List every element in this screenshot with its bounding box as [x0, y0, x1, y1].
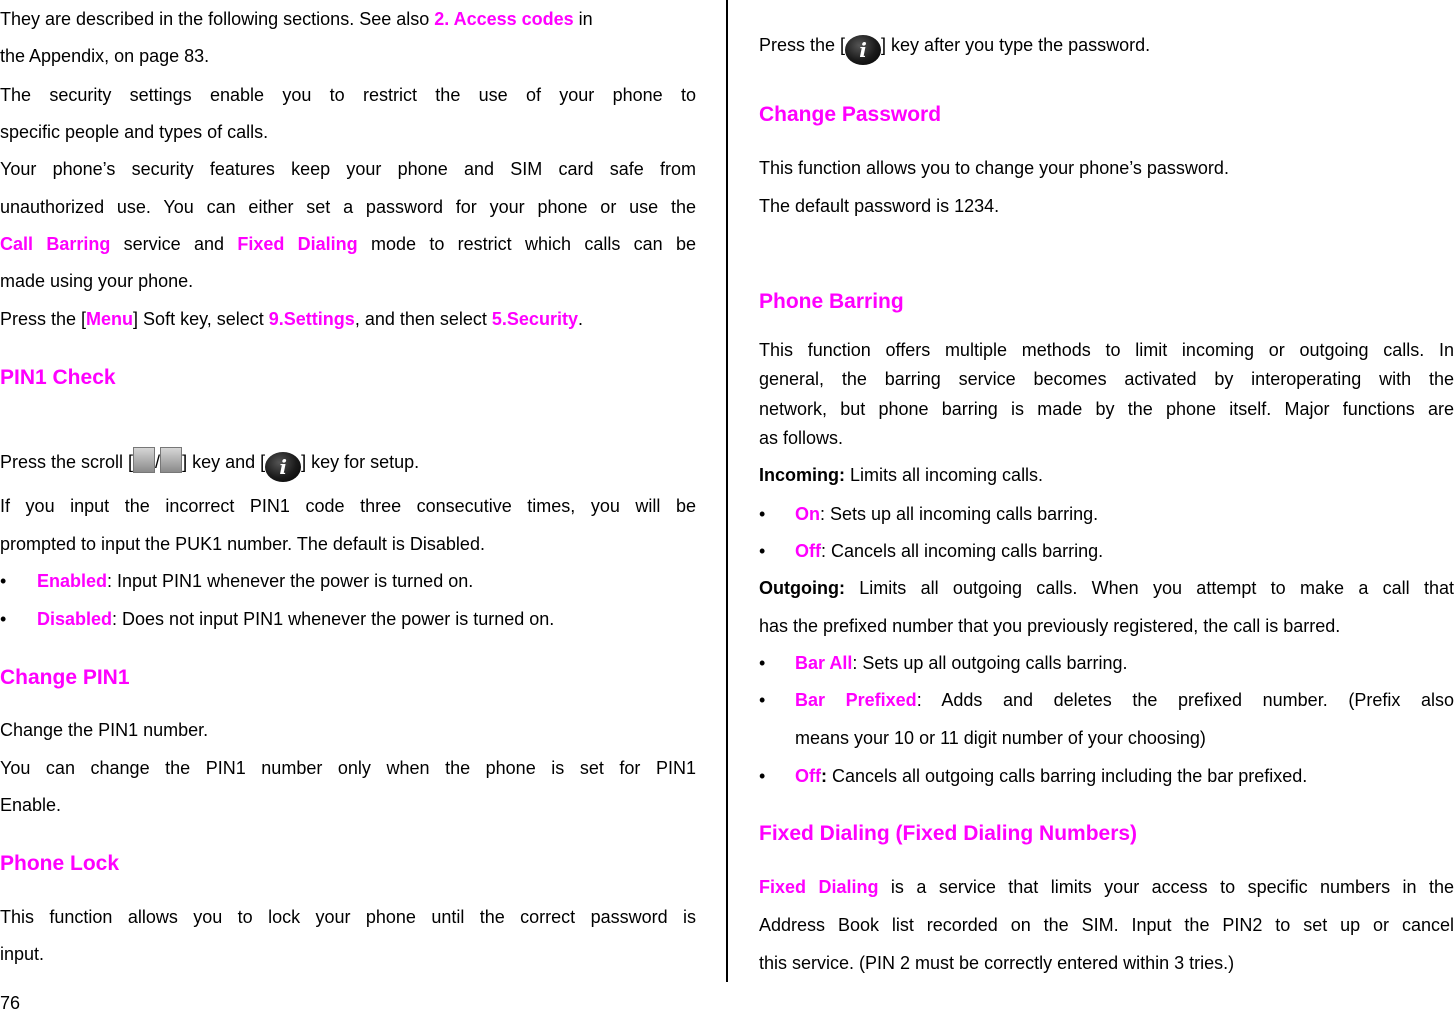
fixed-dialing-text-1: Fixed Dialing is a service that limits your access to specific numbers in the	[759, 877, 1454, 897]
bullet-icon: •	[759, 690, 766, 710]
bullet-icon: •	[759, 504, 766, 524]
access-codes-link[interactable]: 2. Access codes	[434, 9, 574, 29]
change-pin1-text-2: You can change the PIN1 number only when the phone is set for PIN1	[0, 758, 696, 778]
bullet-icon: •	[759, 766, 766, 786]
features-text-2: unauthorized use. You can either set a password for your phone or use the	[0, 197, 696, 217]
intro-line-2: the Appendix, on page 83.	[0, 46, 210, 66]
outgoing-text-2: has the prefixed number that you previously registered, the call is barred.	[759, 616, 1341, 636]
security-text-1: The security settings enable you to restrict the use of your phone to	[0, 85, 696, 105]
fixed-dialing-text-3: this service. (PIN 2 must be correctly entered within 3 tries.)	[759, 953, 1235, 973]
change-pin1-heading: Change PIN1	[0, 666, 130, 689]
barring-text-3: network, but phone barring is made by the phone itself. Major functions are	[759, 399, 1454, 419]
bullet-icon: •	[759, 653, 766, 673]
bullet-icon: •	[0, 609, 7, 629]
pin1-text-1: If you input the incorrect PIN1 code three consecutive times, you will be	[0, 496, 696, 516]
page-number: 76	[0, 993, 21, 1013]
features-text-3: Call Barring service and Fixed Dialing mode to restrict which calls can be	[0, 234, 696, 254]
features-text-1: Your phone’s security features keep your phone and SIM card safe from	[0, 159, 696, 179]
column-divider	[726, 0, 728, 982]
features-text-4: made using your phone.	[0, 271, 194, 291]
fixed-dialing-heading: Fixed Dialing (Fixed Dialing Numbers)	[759, 822, 1138, 845]
pin1-scroll-text: Press the scroll [ / ] key and [ i ] key for setup.	[0, 447, 419, 482]
barring-text-4: as follows.	[759, 428, 844, 448]
bullet-icon: •	[0, 571, 7, 591]
change-password-heading: Change Password	[759, 103, 942, 126]
phone-lock-text-1: This function allows you to lock your phone until the correct password is	[0, 907, 696, 927]
intro-line-1: They are described in the following sections. See also 2. Access codes in	[0, 9, 593, 29]
info-key-icon: i	[845, 35, 881, 65]
barring-text-2: general, the barring service becomes activated by interoperating with the	[759, 369, 1454, 389]
incoming-text: Incoming: Limits all incoming calls.	[759, 465, 1044, 485]
bullet-icon: •	[759, 541, 766, 561]
change-pin1-text-1: Change the PIN1 number.	[0, 720, 209, 740]
phone-lock-heading: Phone Lock	[0, 852, 120, 875]
change-password-text-2: The default password is 1234.	[759, 196, 1000, 216]
press-info-text: Press the [ i ] key after you type the password.	[759, 34, 1150, 65]
pin1-text-2: prompted to input the PUK1 number. The default is Disabled.	[0, 534, 485, 554]
bar-prefixed-text-2: means your 10 or 11 digit number of your choosing)	[795, 728, 1206, 748]
pin1-check-heading: PIN1 Check	[0, 366, 116, 389]
info-key-icon: i	[265, 452, 301, 482]
fixed-dialing-text-2: Address Book list recorded on the SIM. Input the PIN2 to set up or cancel	[759, 915, 1454, 935]
change-password-text-1: This function allows you to change your phone’s password.	[759, 158, 1229, 178]
security-text-2: specific people and types of calls.	[0, 122, 269, 142]
scroll-up-icon	[133, 447, 155, 473]
menu-path-text: Press the [Menu] Soft key, select 9.Settings, and then select 5.Security.	[0, 309, 583, 329]
phone-barring-heading: Phone Barring	[759, 290, 904, 313]
scroll-down-icon	[160, 447, 182, 473]
phone-lock-text-2: input.	[0, 944, 45, 964]
change-pin1-text-3: Enable.	[0, 795, 62, 815]
barring-text-1: This function offers multiple methods to limit incoming or outgoing calls. In	[759, 340, 1454, 360]
outgoing-text-1: Outgoing: Limits all outgoing calls. When you attempt to make a call that	[759, 578, 1454, 598]
